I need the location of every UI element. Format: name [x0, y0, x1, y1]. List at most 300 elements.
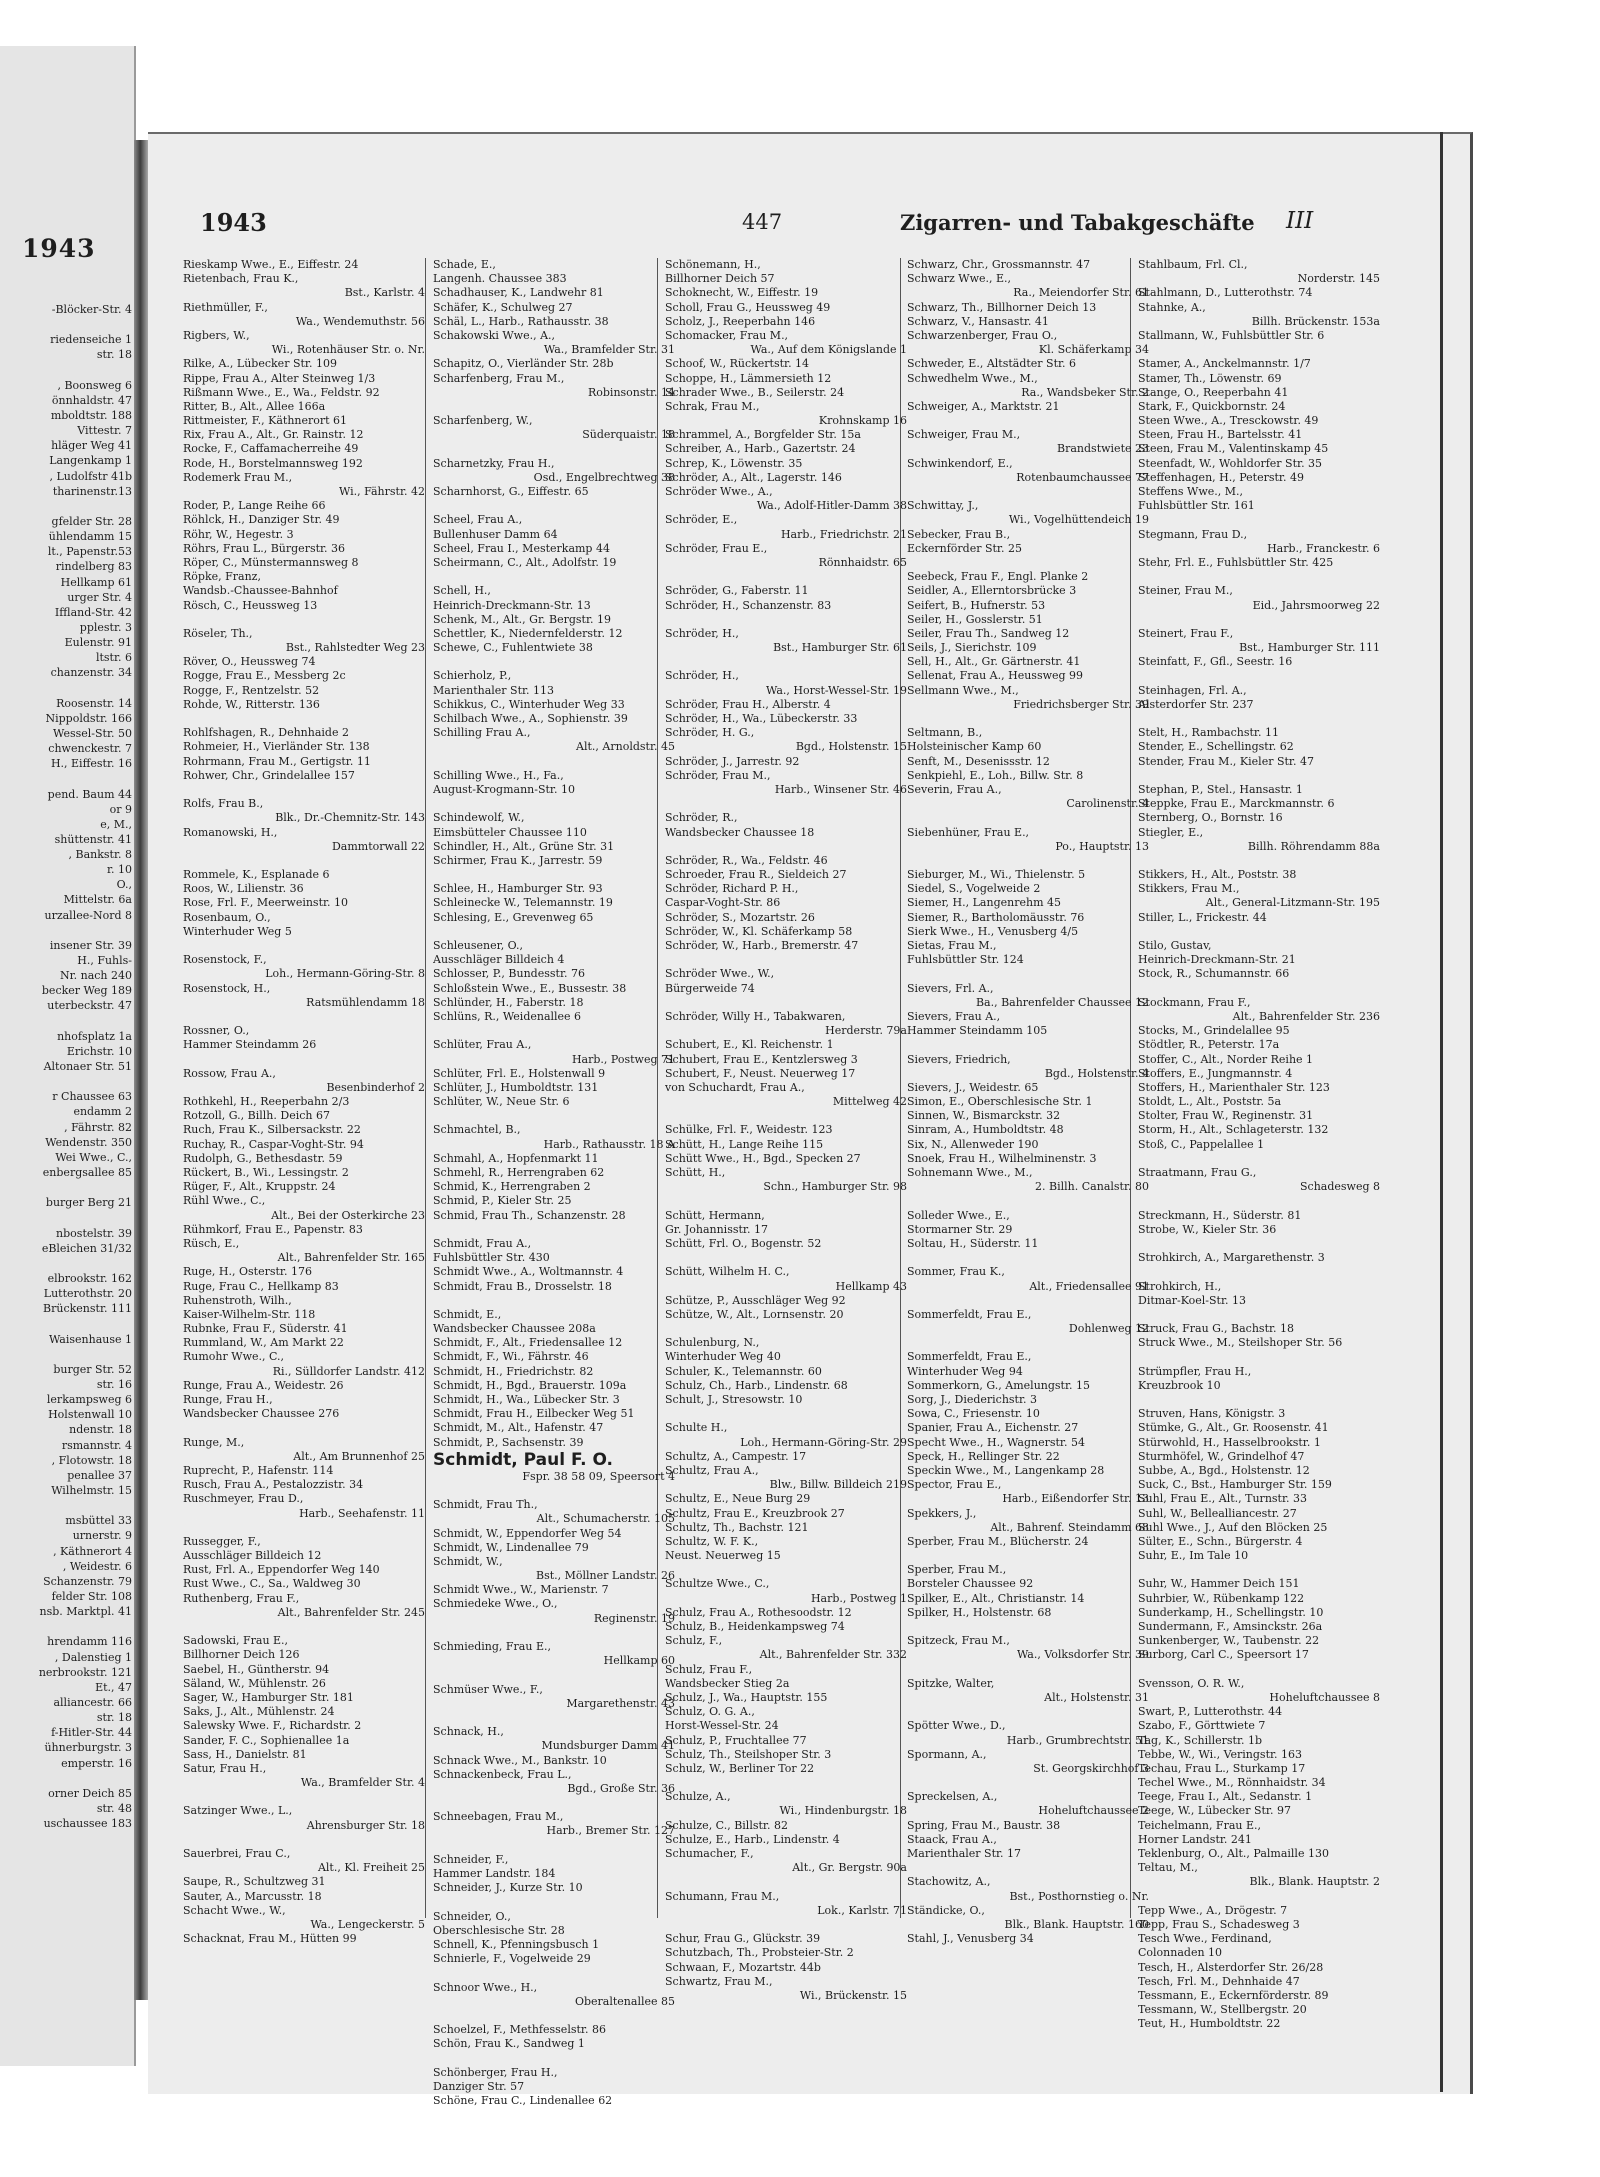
directory-entry-line: Harb., Winsener Str. 46: [774, 782, 907, 796]
directory-entry-line: Stallmann, W., Fuhlsbüttler Str. 6: [1138, 328, 1325, 342]
left-fragment-line: [0, 1074, 132, 1089]
left-fragment-line: H., Eiffestr. 16: [50, 757, 132, 771]
directory-entry-line: Schröder, J., Jarrestr. 92: [665, 754, 800, 768]
directory-entry-line: Spitzeck, Frau M.,: [907, 1634, 1010, 1648]
directory-entry-line: Alt., General-Litzmann-Str. 195: [1205, 896, 1380, 910]
directory-entry-line: Szabo, F., Görttwiete 7: [1138, 1719, 1266, 1733]
directory-entry-line: Runge, M.,: [183, 1435, 245, 1449]
left-fragment-line: Et., 47: [95, 1680, 132, 1694]
directory-entry-line: Fspr. 38 58 09, Speersort 4: [522, 1469, 675, 1483]
directory-entry-line: Bst., Hamburger Str. 111: [1239, 641, 1380, 655]
left-fragment-line: e, M.,: [100, 817, 132, 831]
directory-entry-line: Wa., Horst-Wessel-Str. 19: [765, 683, 907, 697]
left-fragment-line: Altonaer Str. 51: [43, 1060, 132, 1074]
directory-entry-line: Schulz, O. G. A.,: [665, 1705, 755, 1719]
directory-entry-line: [433, 1109, 675, 1123]
directory-entry-line: Fuhlsbüttler Str. 124: [907, 953, 1024, 967]
directory-entry-line: Schweiger, A., Marktstr. 21: [907, 399, 1060, 413]
directory-entry-line: Schenk, M., Alt., Gr. Bergstr. 19: [433, 612, 611, 626]
directory-entry-line: Schneider, O.,: [433, 1909, 511, 1923]
directory-entry-line: Lok., Karlstr. 71: [817, 1903, 907, 1917]
directory-entry-line: Schleusener, O.,: [433, 939, 524, 952]
directory-entry-line: Stange, O., Reeperbahn 41: [1138, 385, 1289, 399]
directory-entry-line: Rocke, F., Caffamacherreihe 49: [183, 442, 359, 456]
directory-entry-line: Schütt, H.,: [665, 1166, 726, 1179]
left-fragment-line: [0, 1771, 132, 1786]
directory-entry-line: Rigbers, W.,: [183, 328, 250, 342]
directory-entry-line: Billh. Brückenstr. 153a: [1251, 314, 1380, 328]
directory-entry-line: Schmidt, Frau A.,: [433, 1236, 532, 1250]
directory-entry-line: Schewe, C., Fuhlentwiete 38: [433, 641, 593, 655]
directory-entry-line: Ruhenstroth, Wilh.,: [183, 1293, 292, 1307]
directory-entry-line: Schröder, Frau M.,: [665, 768, 771, 782]
section-numeral: III: [1286, 208, 1314, 234]
directory-entry-line: Schlüter, J., Humboldtstr. 131: [433, 1080, 599, 1094]
directory-entry-line: Schmidt, Frau Th.,: [433, 1498, 538, 1512]
directory-entry-line: Harb., Postweg 1: [810, 1591, 907, 1605]
directory-entry-line: Hellkamp 43: [835, 1279, 907, 1293]
directory-entry-line: Schröder, G., Faberstr. 11: [665, 584, 809, 598]
left-fragment-line: orner Deich 85: [48, 1786, 132, 1800]
directory-entry-line: [907, 1251, 1149, 1265]
directory-entry-line: Schmidt, H., Wa., Lübecker Str. 3: [433, 1393, 620, 1406]
left-fragment-line: lt., Papenstr.53: [47, 545, 132, 559]
directory-entry-line: Alt., Bahrenfelder Str. 165: [277, 1251, 425, 1265]
left-fragment-line: H., Fuhls-: [77, 954, 132, 968]
left-page-year: 1943: [22, 234, 96, 263]
left-fragment-line: [0, 317, 132, 332]
directory-entry-line: Schönberger, Frau H.,: [433, 2065, 558, 2079]
directory-entry-line: Fuhlsbüttler Str. 430: [433, 1251, 550, 1265]
directory-entry-line: Ditmar-Koel-Str. 13: [1138, 1293, 1247, 1307]
directory-entry-line: Subbe, A., Bgd., Holstenstr. 12: [1138, 1463, 1310, 1477]
directory-entry-line: Stoldt, L., Alt., Poststr. 5a: [1138, 1095, 1282, 1109]
directory-entry-line: Schumann, Frau M.,: [665, 1889, 780, 1903]
directory-entry-line: Schütze, W., Alt., Lornsenstr. 20: [665, 1307, 844, 1321]
directory-entry-line: Schleinecke W., Telemannstr. 19: [433, 896, 613, 910]
directory-entry-line: Harb., Bremer Str. 127: [546, 1824, 675, 1838]
directory-entry-line: Suhl, Frau E., Alt., Turnstr. 33: [1138, 1492, 1308, 1506]
left-fragment-line: Langenkamp 1: [49, 454, 132, 468]
directory-entry-line: Schlünder, H., Faberstr. 18: [433, 995, 584, 1009]
directory-entry-line: Seils, J., Sierichstr. 109: [907, 641, 1037, 655]
directory-entry-line: Schettler, K., Niedernfelderstr. 12: [433, 626, 623, 640]
left-fragment-line: [0, 1347, 132, 1362]
directory-entry-line: Schnack Wwe., M., Bankstr. 10: [433, 1753, 607, 1767]
directory-entry-line: Teege, Frau I., Alt., Sedanstr. 1: [1138, 1790, 1313, 1804]
left-fragment-line: Mittelstr. 6a: [63, 893, 132, 907]
directory-entry-line: Rossner, O.,: [183, 1024, 250, 1038]
directory-entry-line: St. Georgskirchhof 3: [1033, 1761, 1149, 1775]
directory-entry-line: Wa., Lengeckerstr. 5: [310, 1917, 425, 1931]
directory-entry-line: [665, 1875, 907, 1889]
directory-entry-line: [433, 925, 675, 939]
left-fragment-line: emperstr. 16: [61, 1756, 132, 1770]
directory-entry-line: Rühl Wwe., C.,: [183, 1194, 266, 1208]
left-fragment-line: lerkampsweg 6: [46, 1393, 132, 1407]
directory-entry-line: Spilker, E., Alt., Christianstr. 14: [907, 1591, 1085, 1605]
directory-entry-line: [907, 811, 1149, 825]
directory-entry-line: Schröder, H.,: [665, 626, 739, 640]
directory-entry-line: Schulze, C., Billstr. 82: [665, 1818, 788, 1832]
directory-entry-line: Stoffer, C., Alt., Norder Reihe 1: [1138, 1052, 1314, 1066]
directory-entry-line: Sebecker, Frau B.,: [907, 527, 1011, 541]
directory-entry-line: Wandsbecker Chaussee 208a: [433, 1322, 596, 1336]
directory-entry-line: [665, 1776, 907, 1790]
directory-entry-line: Schulz, P., Fruchtallee 77: [665, 1733, 807, 1747]
directory-entry-line: Scholz, J., Reeperbahn 146: [665, 314, 816, 328]
directory-entry-line: Schönemann, H.,: [665, 258, 761, 271]
directory-entry-line: Alt., Bahrenfelder Str. 332: [759, 1648, 907, 1662]
directory-entry-line: Alt., Bahrenf. Steindamm 68: [990, 1520, 1149, 1534]
directory-entry-line: Stender, E., Schellingstr. 62: [1138, 740, 1294, 754]
directory-entry-line: Danziger Str. 57: [433, 2079, 525, 2093]
directory-entry-line: Hammer Landstr. 184: [433, 1867, 556, 1880]
directory-entry-line: Schmidt Wwe., W., Marienstr. 7: [433, 1583, 609, 1597]
directory-entry-line: Stahl, J., Venusberg 34: [907, 1932, 1034, 1946]
directory-entry-line: Techel Wwe., M., Rönnhaidstr. 34: [1138, 1776, 1326, 1790]
directory-entry-line: Runge, Frau H.,: [183, 1393, 273, 1406]
directory-entry-line: Schnackenbeck, Frau L.,: [433, 1767, 572, 1781]
directory-entry-line: Stahnke, A.,: [1138, 300, 1206, 314]
directory-entry-line: [433, 1966, 675, 1980]
directory-entry-line: Sundermann, F., Amsinckstr. 26a: [1138, 1620, 1323, 1633]
directory-entry-line: Alt., Bahrenfelder Str. 245: [277, 1605, 425, 1619]
directory-entry-line: Wandsbecker Chaussee 276: [183, 1407, 340, 1421]
directory-entry-line: Billhorner Deich 57: [665, 272, 775, 286]
directory-entry-line: Runge, Frau A., Weidestr. 26: [183, 1378, 344, 1392]
directory-entry-line: Ba., Bahrenfelder Chaussee 12: [975, 995, 1149, 1009]
directory-entry-line: Norderstr. 145: [1297, 272, 1380, 286]
directory-entry-line: Rösch, C., Heussweg 13: [183, 598, 318, 612]
directory-entry-line: Ruschmeyer, Frau D.,: [183, 1492, 304, 1506]
directory-entry-line: [183, 1010, 425, 1024]
column-rule: [425, 258, 426, 1918]
directory-entry-line: Saupe, R., Schultzweg 31: [183, 1875, 326, 1889]
directory-entry-line: Seifert, B., Hufnerstr. 53: [907, 598, 1046, 612]
directory-entry-line: Sommerkorn, G., Amelungstr. 15: [907, 1378, 1091, 1392]
directory-entry-line: Rohde, W., Ritterstr. 136: [183, 697, 320, 711]
directory-entry-line: Schröder, S., Mozartstr. 26: [665, 910, 815, 924]
directory-entry-line: Seltmann, B.,: [907, 726, 983, 740]
directory-entry-line: Schöne, Frau C., Lindenallee 62: [433, 2094, 613, 2107]
directory-entry-line: Steinert, Frau F.,: [1138, 626, 1234, 640]
directory-entry-line: Sadowski, Frau E.,: [183, 1634, 289, 1648]
directory-entry-line: Wa., Bramfelder Str. 31: [543, 343, 675, 357]
left-fragment-line: [0, 1180, 132, 1195]
directory-entry-line: Po., Hauptstr. 13: [1055, 839, 1149, 853]
directory-entry-line: Wa., Wendemuthstr. 56: [295, 314, 425, 328]
directory-entry-line: [1138, 513, 1380, 527]
directory-entry-line: Sternberg, O., Bornstr. 16: [1138, 811, 1283, 825]
directory-entry-line: Bürgerweide 74: [665, 981, 755, 995]
left-fragment-line: nbostelstr. 39: [56, 1226, 132, 1240]
directory-entry-line: Seebeck, Frau F., Engl. Planke 2: [907, 570, 1089, 584]
left-fragment-line: r. 10: [106, 863, 132, 877]
directory-entry-line: Specht Wwe., H., Wagnerstr. 54: [907, 1435, 1085, 1449]
left-fragment-line: Iffland-Str. 42: [54, 605, 132, 619]
directory-entry-line: Schultz, E., Neue Burg 29: [665, 1492, 811, 1506]
directory-entry-line: Satur, Frau H.,: [183, 1761, 267, 1775]
directory-entry-line: Mittelweg 42: [832, 1095, 907, 1109]
directory-entry-line: Hammer Steindamm 26: [183, 1038, 317, 1052]
left-fragment-line: nhofsplatz 1a: [57, 1029, 132, 1043]
directory-entry-line: Schnack, H.,: [433, 1725, 504, 1739]
directory-entry-line: Stoffers, E., Jungmannstr. 4: [1138, 1066, 1293, 1080]
directory-entry-line: [665, 1322, 907, 1336]
page-number: 447: [742, 210, 783, 234]
directory-entry-line: Colonnaden 10: [1138, 1946, 1223, 1960]
directory-entry-line: Schmidt, P., Sachsenstr. 39: [433, 1435, 584, 1449]
directory-entry-line: Rohwer, Chr., Grindelallee 157: [183, 768, 355, 782]
directory-entry-line: Schulte H.,: [665, 1421, 728, 1435]
directory-entry-line: Schwedhelm Wwe., M.,: [907, 371, 1038, 385]
directory-entry-line: Rühmkorf, Frau E., Papenstr. 83: [183, 1222, 363, 1236]
directory-entry-line: Suhl, W., Bellealliancestr. 27: [1138, 1506, 1297, 1520]
directory-entry-line: Krohnskamp 16: [818, 414, 907, 428]
directory-entry-line: Schur, Frau G., Glückstr. 39: [665, 1932, 821, 1946]
directory-entry-line: [433, 1626, 675, 1640]
directory-entry-line: [433, 868, 675, 882]
directory-entry-line: Rittmeister, F., Käthnerort 61: [183, 414, 348, 428]
directory-entry-line: Ruchay, R., Caspar-Voght-Str. 94: [183, 1137, 364, 1151]
directory-entry-line: [1138, 712, 1380, 726]
directory-entry-line: Schulz, B., Heidenkampsweg 74: [665, 1620, 845, 1633]
directory-entry-line: Rückert, B., Wi., Lessingstr. 2: [183, 1166, 349, 1179]
directory-entry-line: Tessmann, E., Eckernförderstr. 89: [1138, 1988, 1329, 2002]
directory-entry-line: Sievers, J., Weidestr. 65: [907, 1080, 1039, 1094]
directory-entry-line: Blw., Billw. Billdeich 219: [769, 1478, 907, 1492]
directory-entry-line: Wi., Rotenhäuser Str. o. Nr.: [271, 343, 425, 357]
directory-entry-line: Stender, Frau M., Kieler Str. 47: [1138, 754, 1314, 768]
left-fragment-line: , Flotowstr. 18: [51, 1453, 132, 1467]
directory-entry-line: Stolter, Frau W., Reginenstr. 31: [1138, 1109, 1314, 1123]
directory-entry-line: Sauerbrei, Frau C.,: [183, 1847, 291, 1860]
directory-entry-line: [1138, 343, 1380, 357]
directory-entry-line: Schrader Wwe., B., Seilerstr. 24: [665, 385, 845, 399]
directory-entry-line: Schröder, E.,: [665, 513, 738, 527]
page-title: Zigarren- und Tabakgeschäfte: [900, 210, 1255, 235]
directory-entry-line: Schutzbach, Th., Probsteier-Str. 2: [665, 1946, 854, 1960]
directory-column-5: [1138, 258, 1380, 2031]
directory-entry-line: Eid., Jahrsmoorweg 22: [1252, 598, 1380, 612]
directory-entry-line: Dammtorwall 22: [331, 839, 425, 853]
directory-entry-line: Rüger, F., Alt., Kruppstr. 24: [183, 1180, 336, 1194]
directory-entry-line: Säland, W., Mühlenstr. 26: [183, 1676, 326, 1690]
left-fragment-line: pend. Baum 44: [47, 787, 132, 801]
directory-entry-line: Schmidt, H., Bgd., Brauerstr. 109a: [433, 1378, 627, 1392]
directory-entry-line: [907, 1194, 1149, 1208]
directory-entry-line: Rosenstock, F.,: [183, 953, 267, 967]
left-fragment-line: [0, 923, 132, 938]
directory-entry-line: Sommerfeldt, Frau E.,: [907, 1307, 1032, 1321]
directory-entry-line: [907, 1663, 1149, 1677]
left-fragment-line: urzallee-Nord 8: [44, 908, 132, 922]
directory-entry-line: Steen, Frau H., Bartelsstr. 41: [1138, 428, 1303, 442]
directory-entry-line: Sunderkamp, H., Schellingstr. 10: [1138, 1605, 1324, 1619]
directory-entry-line: [433, 400, 675, 414]
directory-entry-line: Sellmann Wwe., M.,: [907, 683, 1019, 697]
directory-entry-line: Roos, W., Lilienstr. 36: [183, 882, 304, 896]
directory-column-4: [907, 258, 1149, 1946]
left-fragment-line: burger Str. 52: [53, 1362, 132, 1376]
directory-entry-line: [183, 783, 425, 797]
directory-entry-line: Wa., Auf dem Königslande 1: [750, 343, 907, 357]
directory-entry-line: Schultz, W. F. K.,: [665, 1534, 759, 1548]
left-fragment-line: ühlendamm 15: [48, 530, 132, 544]
directory-entry-line: Spormann, A.,: [907, 1747, 987, 1761]
directory-entry-line: Osd., Engelbrechtweg 38: [533, 470, 675, 484]
directory-entry-line: [433, 1024, 675, 1038]
left-fragment-line: Wilhelmstr. 15: [51, 1483, 132, 1497]
left-fragment-line: f-Hitler-Str. 44: [51, 1726, 132, 1740]
directory-entry-line: Schmid, P., Kieler Str. 25: [433, 1194, 572, 1208]
directory-entry-line: Ausschläger Billdeich 12: [183, 1549, 322, 1563]
left-fragment-line: Nippoldstr. 166: [45, 711, 132, 725]
directory-entry-line: Blk., Blank. Hauptstr. 2: [1249, 1875, 1380, 1889]
directory-entry-line: Alt., Gr. Bergstr. 90a: [792, 1861, 907, 1875]
directory-entry-line: Sunkenberger, W., Taubenstr. 22: [1138, 1634, 1320, 1648]
directory-entry-line: Hellkamp 60: [603, 1654, 675, 1668]
directory-entry-line: Wa., Adolf-Hitler-Damm 38: [756, 499, 907, 513]
directory-entry-line: Romanowski, H.,: [183, 825, 278, 839]
directory-entry-line: Scharnetzky, Frau H.,: [433, 456, 555, 470]
directory-entry-line: 2. Billh. Canalstr. 80: [1035, 1180, 1149, 1194]
directory-entry-line: Schlosser, P., Bundesstr. 76: [433, 967, 585, 981]
directory-entry-line: [433, 2051, 675, 2065]
directory-entry-line: [1138, 1890, 1380, 1904]
left-fragment-line: , Ludolfstr 41b: [49, 469, 132, 483]
directory-entry-line: Rothkehl, H., Reeperbahn 2/3: [183, 1095, 350, 1109]
left-fragment-line: , Weidestr. 6: [62, 1559, 132, 1573]
left-fragment-line: [0, 1014, 132, 1029]
directory-entry-line: Schilling Frau A.,: [433, 726, 531, 740]
directory-entry-line: Sievers, Frl. A.,: [907, 981, 994, 995]
directory-entry-line: [907, 1336, 1149, 1350]
directory-entry-line: Stockmann, Frau F.,: [1138, 995, 1251, 1009]
directory-entry-line: [183, 613, 425, 627]
directory-entry-line: Stahlmann, D., Lutterothstr. 74: [1138, 286, 1313, 300]
directory-entry-line: Röhr, W., Hegestr. 3: [183, 527, 294, 541]
directory-entry-line: Harb., Franckestr. 6: [1267, 541, 1380, 555]
directory-entry-line: Struven, Hans, Königstr. 3: [1138, 1407, 1286, 1421]
directory-entry-line: [433, 1484, 675, 1498]
directory-entry-line: Scheirmann, C., Alt., Adolfstr. 19: [433, 555, 617, 569]
directory-entry-line: Rosenbaum, O.,: [183, 910, 271, 924]
directory-entry-line: von Schuchardt, Frau A.,: [665, 1080, 805, 1094]
directory-entry-line: Schwarz, V., Hansastr. 41: [907, 314, 1049, 328]
directory-entry-line: Spötter Wwe., D.,: [907, 1719, 1006, 1733]
directory-entry-line: Schindler, H., Alt., Grüne Str. 31: [433, 839, 615, 853]
directory-entry-line: Schröder, Richard P. H.,: [665, 882, 799, 896]
directory-column-2: [433, 258, 675, 2108]
directory-entry-line: Russegger, F.,: [183, 1534, 261, 1548]
directory-entry-line: Six, N., Allenweder 190: [907, 1137, 1039, 1151]
left-fragment-line: önnhaldstr. 47: [51, 393, 132, 407]
directory-entry-line: [665, 797, 907, 811]
directory-entry-line: Schmidt, E.,: [433, 1307, 502, 1321]
directory-entry-line: Friedrichsberger Str. 39: [1013, 697, 1149, 711]
directory-entry-line: [183, 854, 425, 868]
directory-entry-line: [433, 1668, 675, 1682]
directory-entry-line: Stock, R., Schumannstr. 66: [1138, 967, 1290, 981]
directory-entry-line: Ri., Sülldorfer Landstr. 412: [272, 1364, 425, 1378]
directory-entry-line: Dohlenweg 12: [1068, 1322, 1149, 1336]
directory-entry-line: Rumohr Wwe., C.,: [183, 1350, 284, 1364]
directory-entry-line: Ruch, Frau K., Silbersackstr. 22: [183, 1123, 361, 1137]
directory-entry-line: Stachowitz, A.,: [907, 1875, 991, 1889]
left-fragment-line: Holstenwall 10: [48, 1408, 132, 1422]
directory-entry-line: Carolinenstr. 4: [1066, 797, 1149, 811]
directory-entry-line: Schmüser Wwe., F.,: [433, 1682, 543, 1696]
directory-entry-line: Schmidt, Frau H., Eilbecker Weg 51: [433, 1407, 635, 1421]
left-fragment-line: Waisenhause 1: [48, 1332, 132, 1346]
directory-entry-line: [665, 570, 907, 584]
directory-column-3: [665, 258, 907, 2003]
directory-entry-line: Schuler, K., Telemannstr. 60: [665, 1364, 822, 1378]
directory-entry-line: Schmidt, W., Eppendorfer Weg 54: [433, 1526, 622, 1540]
left-fragment-line: nerbrookstr. 121: [38, 1665, 132, 1679]
directory-entry-line: Sievers, Frau A.,: [907, 1009, 1001, 1023]
directory-entry-line: Schmidt, H., Friedrichstr. 82: [433, 1364, 594, 1378]
directory-entry-line: Borsteler Chaussee 92: [907, 1577, 1034, 1591]
directory-entry-line: Rotzoll, G., Billh. Deich 67: [183, 1109, 330, 1123]
directory-entry-line: Schoppe, H., Lämmersieth 12: [665, 371, 832, 385]
directory-entry-line: Svensson, O. R. W.,: [1138, 1676, 1245, 1690]
directory-entry-line: Rusch, Frau A., Pestalozzistr. 34: [183, 1478, 364, 1492]
directory-entry-line: Schubert, Frau E., Kentzlersweg 3: [665, 1052, 858, 1066]
directory-entry-line: Stümke, G., Alt., Gr. Roosenstr. 41: [1138, 1421, 1329, 1435]
directory-entry-line: Schmidt, Paul F. O.: [433, 1449, 613, 1470]
directory-entry-line: Schneider, F.,: [433, 1852, 509, 1866]
directory-entry-line: Schmidt Wwe., A., Woltmannstr. 4: [433, 1265, 624, 1279]
directory-entry-line: Rix, Frau A., Alt., Gr. Rainstr. 12: [183, 428, 364, 442]
directory-entry-line: Schoof, W., Rückertstr. 14: [665, 357, 810, 371]
directory-entry-line: Stehr, Frl. E., Fuhlsbüttler Str. 425: [1138, 555, 1334, 569]
directory-entry-line: Steinhagen, Frl. A.,: [1138, 683, 1247, 697]
directory-entry-line: Steppke, Frau E., Marckmannstr. 6: [1138, 797, 1335, 811]
directory-entry-line: Schmieding, Frau E.,: [433, 1640, 551, 1653]
directory-entry-line: Oberschlesische Str. 28: [433, 1923, 565, 1937]
directory-entry-line: Alt., Bei der Osterkirche 23: [271, 1208, 425, 1222]
directory-entry-line: Schröder Wwe., W.,: [665, 967, 775, 981]
directory-entry-line: Schnierle, F., Vogelweide 29: [433, 1952, 591, 1966]
directory-entry-line: Schütze, P., Ausschläger Weg 92: [665, 1293, 846, 1307]
directory-entry-line: Sieburger, M., Wi., Thielenstr. 5: [907, 868, 1086, 882]
directory-entry-line: Neust. Neuerweg 15: [665, 1549, 781, 1563]
directory-entry-line: Ruge, Frau C., Hellkamp 83: [183, 1279, 339, 1293]
directory-entry-line: Siemer, R., Bartholomäusstr. 76: [907, 910, 1085, 924]
directory-entry-line: Stilo, Gustav,: [1138, 939, 1212, 952]
directory-entry-line: Ausschläger Billdeich 4: [433, 953, 565, 967]
left-fragment-line: urger Str. 4: [67, 590, 132, 604]
directory-entry-line: Schrep, K., Löwenstr. 35: [665, 456, 803, 470]
directory-entry-line: [665, 840, 907, 854]
directory-entry-line: Spector, Frau E.,: [907, 1478, 1002, 1492]
left-fragment-line: insener Str. 39: [49, 938, 132, 952]
directory-entry-line: Stocks, M., Grindelallee 95: [1138, 1024, 1290, 1038]
directory-entry-line: Saebel, H., Güntherstr. 94: [183, 1662, 330, 1676]
directory-entry-line: Bgd., Holstenstr. 15: [795, 740, 907, 754]
left-fragment-line: Eulenstr. 91: [64, 636, 132, 650]
directory-entry-line: [1138, 1563, 1380, 1577]
directory-entry-line: Alt., Schumacherstr. 105: [536, 1512, 675, 1526]
page-edge: [1440, 132, 1443, 2092]
directory-entry-line: Schwartz, Frau M.,: [665, 1974, 773, 1988]
directory-entry-line: Suhrbier, W., Rübenkamp 122: [1138, 1591, 1305, 1605]
directory-entry-line: Schütt, H., Lange Reihe 115: [665, 1137, 824, 1151]
directory-entry-line: Sietas, Frau M.,: [907, 939, 997, 952]
